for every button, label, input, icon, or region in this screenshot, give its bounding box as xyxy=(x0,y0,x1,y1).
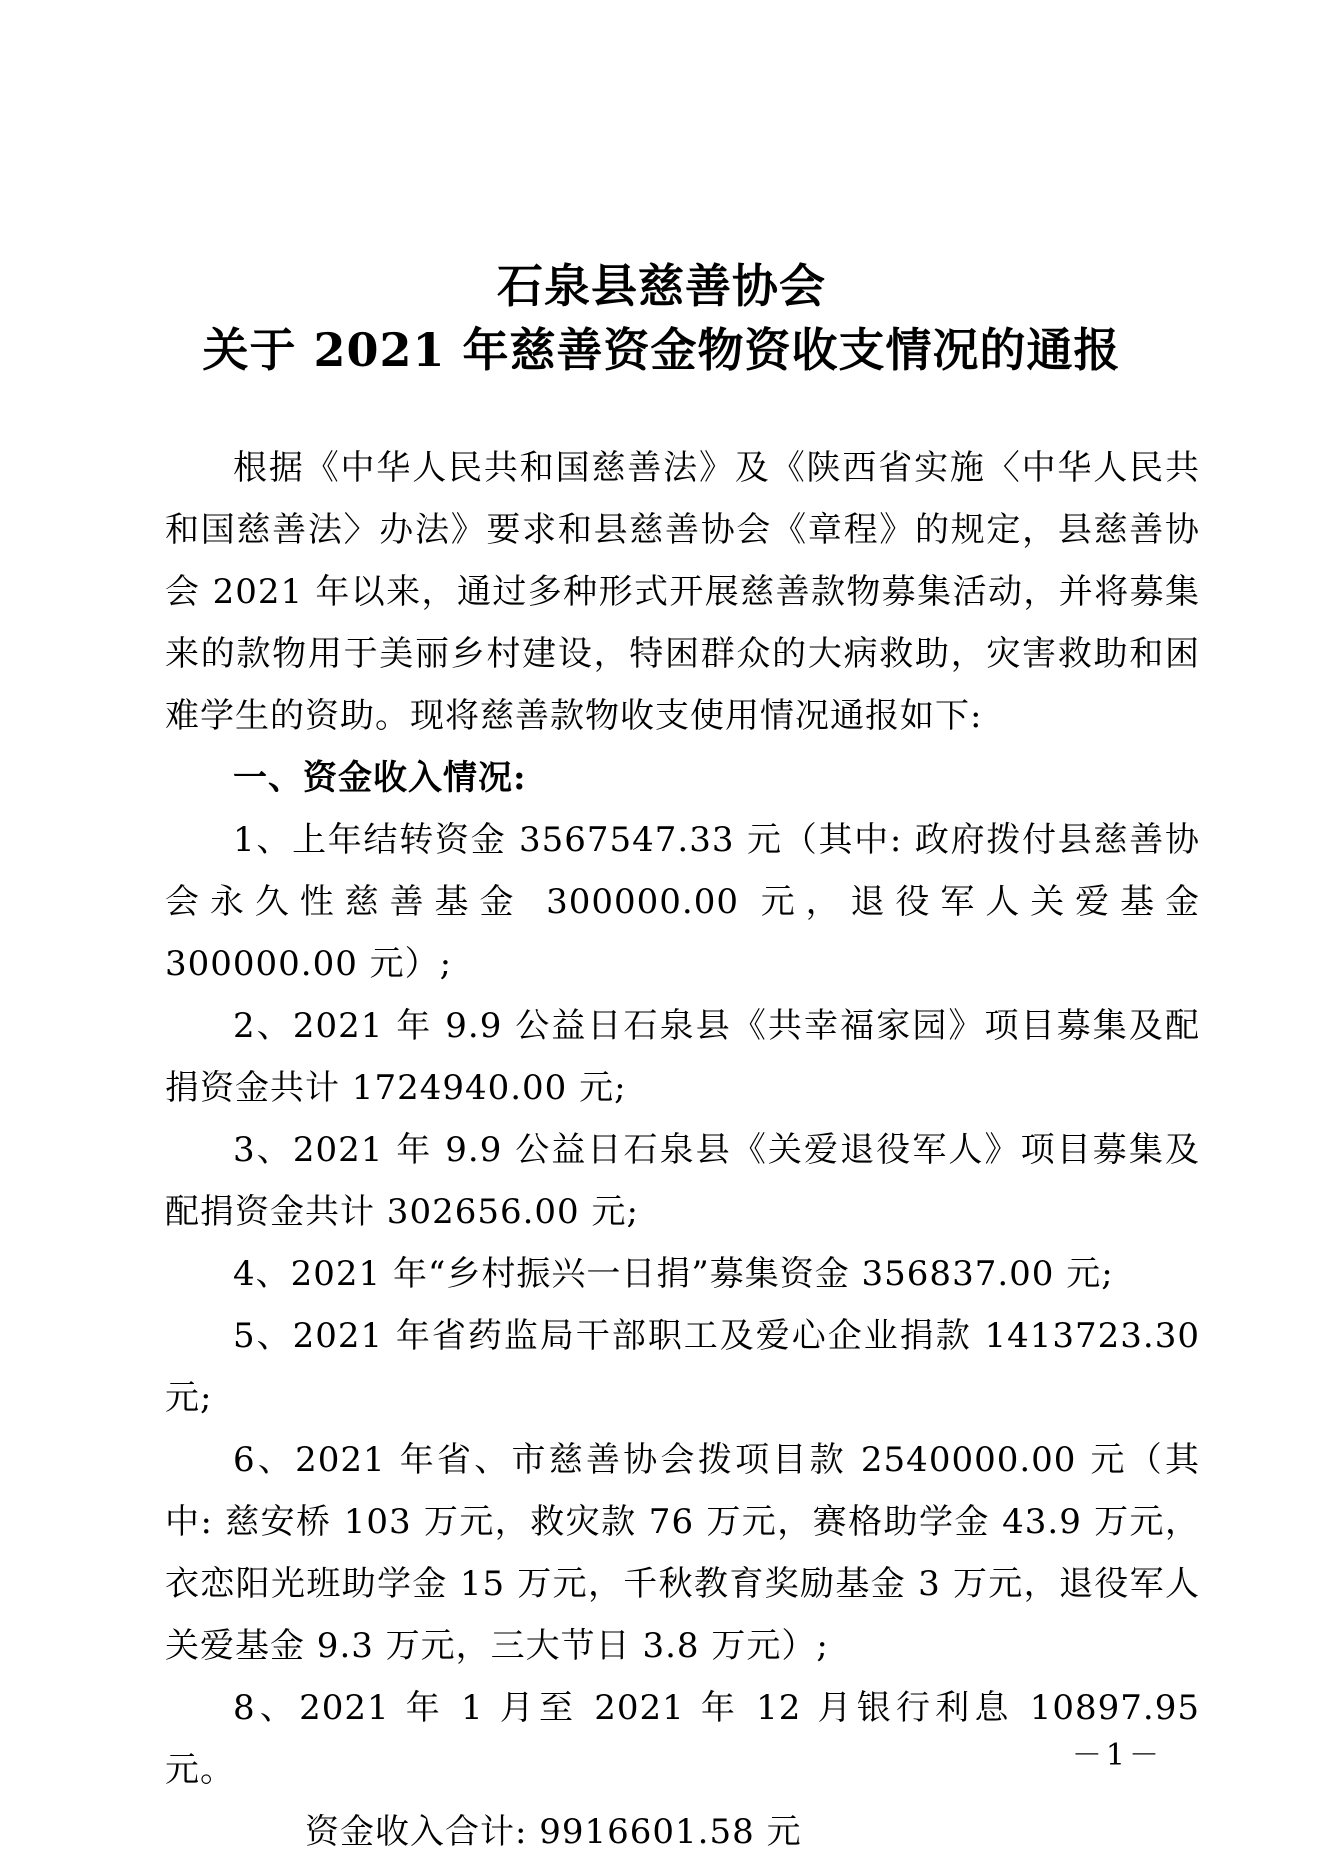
income-item: 4、2021 年“乡村振兴一日捐”募集资金 356837.00 元; xyxy=(233,1254,1114,1294)
income-item: 1、上年结转资金 3567547.33 元（其中: 政府拨付县慈善协会永久性慈善基金 300000.00 元，退役军人关爱基金 300000.00 元）; xyxy=(165,820,1200,984)
income-item: 5、2021 年省药监局干部职工及爱心企业捐款 1413723.30 元; xyxy=(165,1316,1200,1418)
income-item: 8、2021 年 1 月至 2021 年 12 月银行利息 10897.95 元。 xyxy=(165,1688,1200,1790)
income-item: 6、2021 年省、市慈善协会拨项目款 2540000.00 元（其中: 慈安桥 103 万元，救灾款 76 万元，赛格助学金 43.9 万元，衣恋阳光班助学金 15 万元，千秋教育奖励基金 3 万元，退役军人关爱基金 9.3 万元，三大节日 3.8 万元）; xyxy=(165,1440,1200,1666)
page-number: －1－ xyxy=(1071,1738,1163,1773)
income-total: 资金收入合计: 9916601.58 元 xyxy=(305,1812,802,1852)
document-title-line2: 关于 2021 年慈善资金物资收支情况的通报 xyxy=(202,323,1121,377)
intro-paragraph: 根据《中华人民共和国慈善法》及《陕西省实施〈中华人民共和国慈善法〉办法》要求和县慈善协会《章程》的规定，县慈善协会 2021 年以来，通过多种形式开展慈善款物募集活动，并将募集来的款物用于美丽乡村建设，特困群众的大病救助，灾害救助和困难学生的资助。现将慈善款物收支使用情况通报如下: xyxy=(165,448,1200,736)
section-heading-income: 一、资金收入情况: xyxy=(233,758,527,798)
income-item: 3、2021 年 9.9 公益日石泉县《关爱退役军人》项目募集及配捐资金共计 302656.00 元; xyxy=(165,1130,1200,1232)
document-body xyxy=(165,437,1200,1863)
document-title-line1: 石泉县慈善协会 xyxy=(497,259,826,313)
income-item: 2、2021 年 9.9 公益日石泉县《共幸福家园》项目募集及配捐资金共计 1724940.00 元; xyxy=(165,1006,1200,1108)
